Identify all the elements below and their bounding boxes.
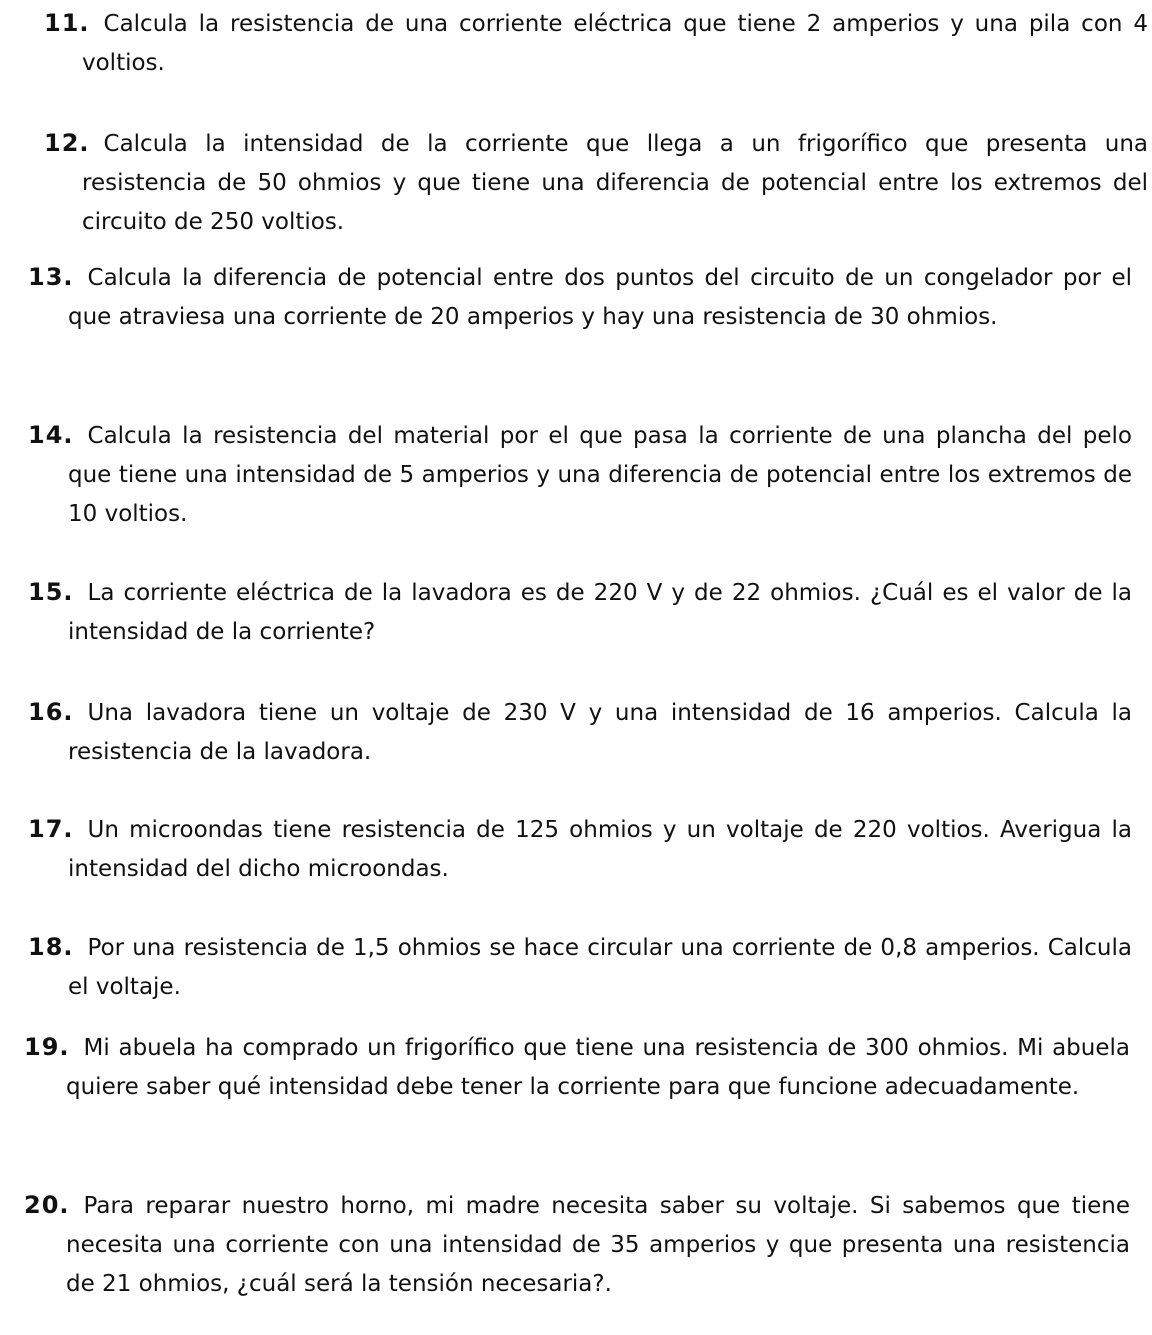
exercise-number: 20.	[24, 1191, 70, 1219]
exercise-19	[24, 1028, 1130, 1107]
exercise-number: 12.	[44, 129, 90, 157]
exercise-text: Calcula la resistencia de una corriente eléctrica que tiene 2 amperios y una pila con 4 voltios.	[82, 11, 1148, 76]
exercise-14	[28, 416, 1132, 534]
exercise-11	[44, 4, 1148, 83]
exercise-text: Una lavadora tiene un voltaje de 230 V y una intensidad de 16 amperios. Calcula la resistencia de la lavadora.	[68, 700, 1132, 765]
exercise-number: 13.	[28, 263, 74, 291]
exercise-number: 14.	[28, 421, 74, 449]
exercise-text: Para reparar nuestro horno, mi madre necesita saber su voltaje. Si sabemos que tiene necesita una corriente con una intensidad de 35 amperios y que presenta una resistencia de 21 ohmios, ¿cuál será la tensión necesaria?.	[66, 1193, 1130, 1297]
exercise-16	[28, 693, 1132, 772]
exercise-number: 19.	[24, 1033, 70, 1061]
exercise-17	[28, 810, 1132, 889]
exercise-number: 15.	[28, 578, 74, 606]
exercise-20	[24, 1186, 1130, 1304]
exercise-number: 16.	[28, 698, 74, 726]
exercise-text: La corriente eléctrica de la lavadora es de 220 V y de 22 ohmios. ¿Cuál es el valor de la intensidad de la corriente?	[68, 580, 1132, 645]
exercise-15	[28, 573, 1132, 652]
exercise-text: Calcula la resistencia del material por el que pasa la corriente de una plancha del pelo que tiene una intensidad de 5 amperios y una diferencia de potencial entre los extremos de 10 voltios.	[68, 423, 1132, 527]
exercise-text: Calcula la intensidad de la corriente que llega a un frigorífico que presenta una resistencia de 50 ohmios y que tiene una diferencia de potencial entre los extremos del circuito de 250 voltios.	[82, 131, 1148, 235]
exercise-number: 18.	[28, 933, 74, 961]
exercise-number: 11.	[44, 9, 90, 37]
exercise-text: Mi abuela ha comprado un frigorífico que tiene una resistencia de 300 ohmios. Mi abuela quiere saber qué intensidad debe tener la corriente para que funcione adecuadamente.	[66, 1035, 1130, 1100]
exercise-12	[44, 124, 1148, 242]
exercise-18	[28, 928, 1132, 1007]
exercise-13	[28, 258, 1132, 337]
exercise-number: 17.	[28, 815, 74, 843]
exercise-text: Un microondas tiene resistencia de 125 ohmios y un voltaje de 220 voltios. Averigua la intensidad del dicho microondas.	[68, 817, 1132, 882]
exercise-text: Por una resistencia de 1,5 ohmios se hace circular una corriente de 0,8 amperios. Calcula el voltaje.	[68, 935, 1132, 1000]
exercise-text: Calcula la diferencia de potencial entre dos puntos del circuito de un congelador por el que atraviesa una corriente de 20 amperios y hay una resistencia de 30 ohmios.	[68, 265, 1132, 330]
